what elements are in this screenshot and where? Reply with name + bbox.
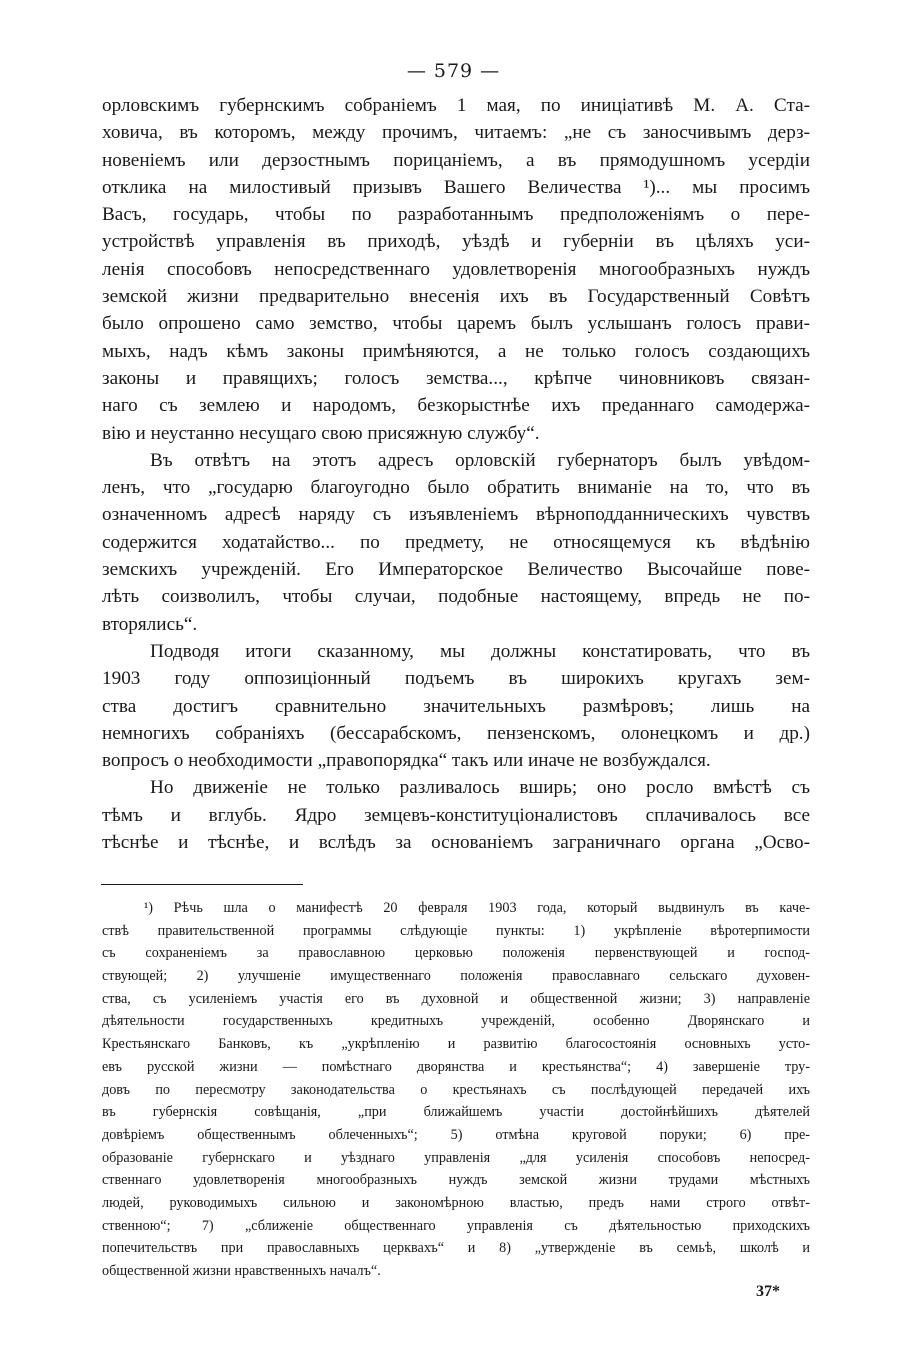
text-line: мыхъ, надъ кѣмъ законы примѣняются, а не только голосъ создающихъ xyxy=(102,340,810,362)
footnote-block xyxy=(102,897,810,1283)
footnote-line: ственною“; 7) „сближеніе общественнаго управленія съ дѣятельностью приходскихъ xyxy=(102,1217,810,1234)
text-line: Въ отвѣтъ на этотъ адресъ орловскій губернаторъ былъ увѣдом- xyxy=(150,449,810,471)
text-line: земской жизни предварительно внесенія ихъ въ Государственный Совѣтъ xyxy=(102,286,810,308)
footnote-line: попечительствъ при православныхъ церквахъ“ и 8) „утвержденіе въ семьѣ, школѣ и xyxy=(102,1240,810,1257)
text-line: означенномъ адресѣ наряду съ изъявленіемъ вѣрноподданническихъ чувствъ xyxy=(102,504,810,526)
footnote-line: Крестьянскаго Банковъ, къ „укрѣпленію и развитію благосостоянія основныхъ усто- xyxy=(102,1036,810,1053)
text-line: Васъ, государь, чтобы по разработаннымъ предположеніямъ о пере- xyxy=(102,204,810,226)
footnote-line: съ сохраненіемъ за православною церковью положенія первенствующей и господ- xyxy=(102,945,810,962)
text-line: ленія способовъ непосредственнаго удовлетворенія многообразныхъ нуждъ xyxy=(102,258,810,280)
page-number: — 579 — xyxy=(406,60,501,82)
text-line: отклика на милостивый призывъ Вашего Величества ¹)... мы просимъ xyxy=(102,176,810,198)
text-line: немногихъ собраніяхъ (бессарабскомъ, пензенскомъ, олонецкомъ и др.) xyxy=(102,722,810,744)
footnote-line: довъ по пересмотру законодательства о крестьянахъ съ послѣдующей передачей ихъ xyxy=(102,1081,810,1098)
footnote-line: людей, руководимыхъ сильною и закономѣрною властью, предъ нами строго отвѣт- xyxy=(102,1194,810,1211)
footnote-line: довѣріемъ общественнымъ облеченныхъ“; 5) отмѣна круговой поруки; 6) пре- xyxy=(102,1126,810,1143)
footnote-line: общественной жизни нравственныхъ началъ“. xyxy=(102,1263,381,1279)
text-line: Но движеніе не только разливалось вширь; оно росло вмѣстѣ съ xyxy=(150,777,810,799)
text-line: Подводя итоги сказанному, мы должны констатировать, что въ xyxy=(150,640,810,662)
text-line: законы и правящихъ; голосъ земства..., крѣпче чиновниковъ связан- xyxy=(102,367,810,389)
text-line: 1903 году оппозиціонный подъемъ въ широкихъ кругахъ зем- xyxy=(102,668,810,690)
text-line: тѣмъ и вглубь. Ядро земцевъ-конституціоналистовъ сплачивалось все xyxy=(102,804,810,826)
text-line: земскихъ учрежденій. Его Императорское Величество Высочайше пове- xyxy=(102,559,810,581)
text-line: вію и неустанно несущаго свою присяжную службу“. xyxy=(102,422,540,444)
text-line: новеніемъ или дерзостнымъ порицаніемъ, а въ прямодушномъ усердіи xyxy=(102,149,810,171)
footnote-line: ствующей; 2) улучшеніе имущественнаго положенія православнаго сельскаго духовен- xyxy=(102,968,810,985)
text-line: вопросъ о необходимости „правопорядка“ такъ или иначе не возбуждался. xyxy=(102,750,711,772)
footnote-line: ственнаго удовлетворенія многообразныхъ нуждъ земской жизни трудами мѣстныхъ xyxy=(102,1172,810,1189)
footnote-line: евъ русской жизни — помѣстнаго дворянства и крестьянства“; 4) завершеніе тру- xyxy=(102,1058,810,1075)
footnote-line: ствѣ правительственной программы слѣдующіе пункты: 1) укрѣпленіе вѣротерпимости xyxy=(102,922,810,939)
footnote-line: ства, съ усиленіемъ участія его въ духовной и общественной жизни; 3) направленіе xyxy=(102,990,810,1007)
footnote-line: дѣятельности государственныхъ кредитныхъ учрежденій, особенно Дворянскаго и xyxy=(102,1013,810,1030)
text-line: ховича, въ которомъ, между прочимъ, читаемъ: „не съ заносчивымъ дерз- xyxy=(102,122,810,144)
text-line: ленъ, что „государю благоугодно было обратить вниманіе на то, что въ xyxy=(102,477,810,499)
text-line: лѣть соизволилъ, чтобы случаи, подобные настоящему, впредь не по- xyxy=(102,586,810,608)
signature-mark: 37* xyxy=(756,1283,780,1300)
text-line: устройствѣ управленія въ приходѣ, уѣздѣ и губерніи въ цѣляхъ уси- xyxy=(102,231,810,253)
text-line: тѣснѣе и тѣснѣе, и вслѣдъ за основаніемъ заграничнаго органа „Осво- xyxy=(102,832,810,854)
footnote-line: въ губернскія совѣщанія, „при ближайшемъ участіи достойнѣйшихъ дѣятелей xyxy=(102,1104,810,1121)
footnote-divider xyxy=(101,884,303,885)
text-line: содержится ходатайство... по предмету, не относящемуся къ вѣдѣнію xyxy=(102,531,810,553)
main-text xyxy=(102,92,810,856)
text-line: вторялись“. xyxy=(102,613,198,635)
text-line: было опрошено само земство, чтобы царемъ былъ услышанъ голосъ прави- xyxy=(102,313,810,335)
footnote-line: образованіе губернскаго и уѣзднаго управленія „для усиленія способовъ непосред- xyxy=(102,1149,810,1166)
text-line: наго съ землею и народомъ, безкорыстнѣе ихъ преданнаго самодержа- xyxy=(102,395,810,417)
text-line: ства достигъ сравнительно значительныхъ размѣровъ; лишь на xyxy=(102,695,810,717)
footnote-line: ¹) Рѣчь шла о манифестѣ 20 февраля 1903 года, который выдвинулъ въ каче- xyxy=(144,900,810,916)
text-line: орловскимъ губернскимъ собраніемъ 1 мая, по иниціативѣ М. А. Ста- xyxy=(102,95,810,116)
